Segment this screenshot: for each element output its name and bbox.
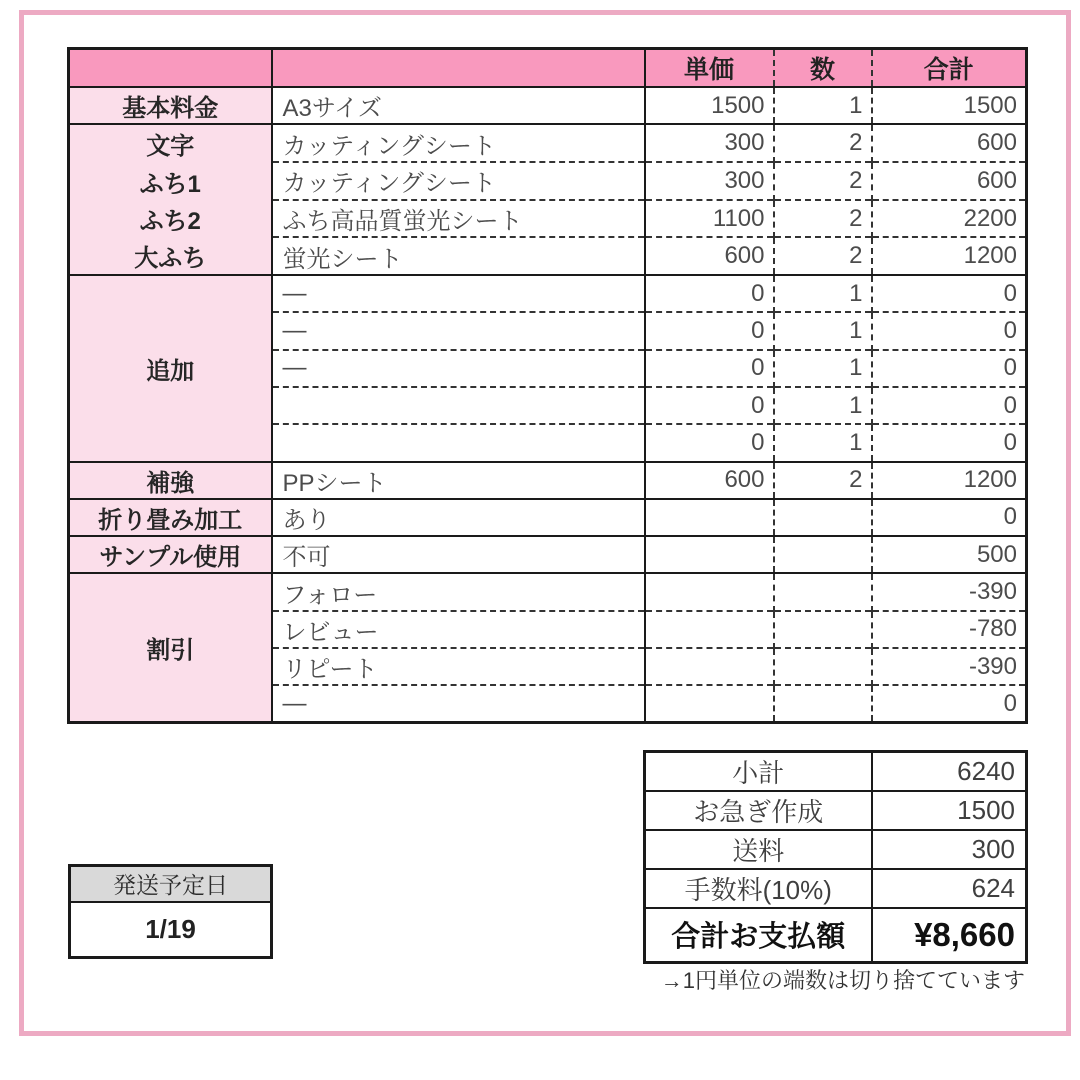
summary-label: お急ぎ作成 xyxy=(645,791,872,830)
qty-cell xyxy=(774,573,872,610)
unit-price-cell xyxy=(645,685,774,722)
summary-row xyxy=(645,752,1027,792)
total-cell: -390 xyxy=(872,648,1027,685)
table-row xyxy=(69,275,1027,312)
group-label-reinforce: 補強 xyxy=(69,462,272,499)
qty-cell: 2 xyxy=(774,162,872,200)
table-row xyxy=(69,124,1027,162)
qty-cell: 2 xyxy=(774,200,872,238)
unit-price-cell xyxy=(645,611,774,648)
total-cell: 0 xyxy=(872,424,1027,461)
unit-price-cell: 600 xyxy=(645,462,774,499)
qty-cell: 1 xyxy=(774,312,872,349)
summary-total-row xyxy=(645,908,1027,962)
item-desc: PPシート xyxy=(272,462,645,499)
qty-cell: 1 xyxy=(774,424,872,461)
header-unit-price: 単価 xyxy=(645,49,774,88)
qty-cell: 1 xyxy=(774,87,872,124)
group-label-discount: 割引 xyxy=(69,573,272,722)
summary-row xyxy=(645,791,1027,830)
item-desc: — xyxy=(272,350,645,387)
item-desc: — xyxy=(272,312,645,349)
total-cell: -780 xyxy=(872,611,1027,648)
shipping-date-label: 発送予定日 xyxy=(70,866,272,902)
item-desc: リピート xyxy=(272,648,645,685)
unit-price-cell: 0 xyxy=(645,387,774,424)
group-label-line: 文字 xyxy=(146,133,195,161)
summary-table xyxy=(643,750,1028,964)
unit-price-cell: 0 xyxy=(645,350,774,387)
unit-price-cell: 1500 xyxy=(645,87,774,124)
summary-label: 送料 xyxy=(645,830,872,869)
unit-price-cell: 0 xyxy=(645,275,774,312)
total-cell: 0 xyxy=(872,685,1027,722)
item-desc: 不可 xyxy=(272,536,645,573)
table-row xyxy=(69,87,1027,124)
group-label-additions: 追加 xyxy=(69,275,272,461)
summary-row xyxy=(645,830,1027,869)
summary-value: 1500 xyxy=(872,791,1027,830)
summary-label: 手数料(10%) xyxy=(645,869,872,908)
total-cell: 0 xyxy=(872,499,1027,536)
total-cell: 1200 xyxy=(872,237,1027,275)
qty-cell xyxy=(774,648,872,685)
total-cell: -390 xyxy=(872,573,1027,610)
group-label-line: ふち1 xyxy=(139,170,201,198)
qty-cell xyxy=(774,499,872,536)
header-qty: 数 xyxy=(774,49,872,88)
group-label-parts xyxy=(69,124,272,275)
group-label-sample: サンプル使用 xyxy=(69,536,272,573)
summary-row xyxy=(645,869,1027,908)
unit-price-cell: 300 xyxy=(645,162,774,200)
total-cell: 1200 xyxy=(872,462,1027,499)
qty-cell: 1 xyxy=(774,350,872,387)
item-desc: カッティングシート xyxy=(272,162,645,200)
total-cell: 0 xyxy=(872,387,1027,424)
table-row xyxy=(69,536,1027,573)
qty-cell: 2 xyxy=(774,237,872,275)
table-row xyxy=(69,462,1027,499)
header-category xyxy=(69,49,272,88)
unit-price-cell: 600 xyxy=(645,237,774,275)
item-desc xyxy=(272,387,645,424)
header-row xyxy=(69,49,1027,88)
total-cell: 0 xyxy=(872,275,1027,312)
total-cell: 2200 xyxy=(872,200,1027,238)
unit-price-cell xyxy=(645,573,774,610)
summary-value: 624 xyxy=(872,869,1027,908)
qty-cell xyxy=(774,685,872,722)
unit-price-cell: 1100 xyxy=(645,200,774,238)
header-total: 合計 xyxy=(872,49,1027,88)
item-desc: 蛍光シート xyxy=(272,237,645,275)
summary-label: 小計 xyxy=(732,758,785,788)
price-table xyxy=(67,47,1028,724)
qty-cell: 2 xyxy=(774,124,872,162)
item-desc: A3サイズ xyxy=(272,87,645,124)
unit-price-cell: 0 xyxy=(645,424,774,461)
total-cell: 0 xyxy=(872,312,1027,349)
unit-price-cell: 0 xyxy=(645,312,774,349)
item-desc: ふち高品質蛍光シート xyxy=(272,200,645,238)
item-desc: フォロー xyxy=(272,573,645,610)
unit-price-cell xyxy=(645,648,774,685)
rounding-note: →1円単位の端数は切り捨てています xyxy=(660,968,1025,993)
summary-value: 300 xyxy=(872,830,1027,869)
group-label-base: 基本料金 xyxy=(69,87,272,124)
item-desc: レビュー xyxy=(272,611,645,648)
unit-price-cell xyxy=(645,499,774,536)
qty-cell xyxy=(774,611,872,648)
shipping-date-value: 1/19 xyxy=(70,902,272,958)
unit-price-cell: 300 xyxy=(645,124,774,162)
qty-cell: 1 xyxy=(774,387,872,424)
grand-total-label: 合計お支払額 xyxy=(645,908,872,962)
total-cell: 1500 xyxy=(872,87,1027,124)
total-cell: 600 xyxy=(872,124,1027,162)
item-desc: — xyxy=(272,275,645,312)
total-cell: 0 xyxy=(872,350,1027,387)
table-row xyxy=(69,573,1027,610)
grand-total-value: ¥8,660 xyxy=(872,908,1027,962)
total-cell: 500 xyxy=(872,536,1027,573)
qty-cell xyxy=(774,536,872,573)
group-label-line: ふち2 xyxy=(139,207,201,235)
item-desc: カッティングシート xyxy=(272,124,645,162)
summary-value: 6240 xyxy=(872,752,1027,792)
group-label-line: 大ふち xyxy=(134,244,207,272)
group-label-folding: 折り畳み加工 xyxy=(69,499,272,536)
item-desc: あり xyxy=(272,499,645,536)
shipping-date-table xyxy=(68,864,273,959)
table-row xyxy=(69,499,1027,536)
item-desc: — xyxy=(272,685,645,722)
total-cell: 600 xyxy=(872,162,1027,200)
item-desc xyxy=(272,424,645,461)
header-item xyxy=(272,49,645,88)
unit-price-cell xyxy=(645,536,774,573)
qty-cell: 1 xyxy=(774,275,872,312)
qty-cell: 2 xyxy=(774,462,872,499)
